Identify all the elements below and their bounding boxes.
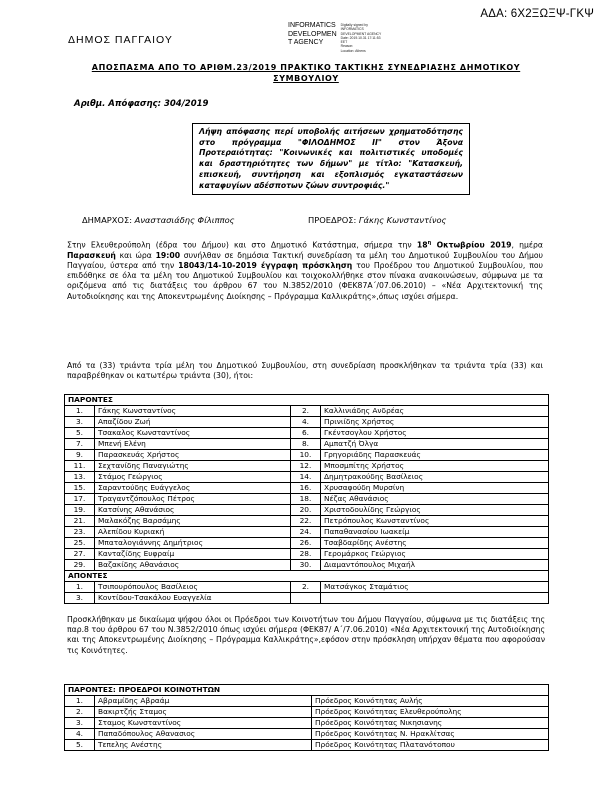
meeting-month: Οκτωβρίου 2019 [431,240,512,250]
mayor-name: Αναστασιάδης Φίλιππος [134,215,235,225]
community-presidents-table [64,684,549,751]
member-name: Γερομάρκος Γεώργιος [321,549,549,560]
member-name: Βακιρτζής Σταμος [95,707,312,718]
day-suffix: η [427,240,432,246]
member-name: Μπενή Ελένη [95,439,291,450]
member-name: Αλεπίδου Κυριακή [95,527,291,538]
table-row [65,439,549,450]
row-number: 2. [291,582,321,593]
member-name: Βαζακίδης Αθανάσιος [95,560,291,571]
member-name: Μποσμπίτης Χρήστος [321,461,549,472]
table-row [65,406,549,417]
member-name: Χρυσαφούδη Μυρσίνη [321,483,549,494]
member-name: Γρηγοριάδης Παρασκευάς [321,450,549,461]
row-number: 3. [65,718,95,729]
member-name: Παρασκευάς Χρήστος [95,450,291,461]
stamp-detail: INFORMATICS [340,27,364,32]
table-header: ΠΑΡΟΝΤΕΣ: ΠΡΟΕΔΡΟΙ ΚΟΙΝΟΤΗΤΩΝ [65,685,549,696]
stamp-line: DEVELOPMEN [288,30,337,38]
table-row [65,718,549,729]
row-number: 21. [65,516,95,527]
row-number: 13. [65,472,95,483]
member-name: Σταμος Κωνσταντίνος [95,718,312,729]
row-number: 1. [65,582,95,593]
row-number: 2. [291,406,321,417]
member-name: Τσακαλος Κωνσταντίνος [95,428,291,439]
table-row [65,472,549,483]
table-row [65,417,549,428]
stamp-detail: DEVELOPMENT AGENCY [340,31,382,36]
member-name: Διαμαντόπουλος Μιχαήλ [321,560,549,571]
member-name: Πρόεδρος Κοινότητας Ελευθερούπολης [312,707,549,718]
row-number: 25. [65,538,95,549]
stamp-agency-name [288,22,337,53]
row-number: 18. [291,494,321,505]
member-name: Πρόεδρος Κοινότητας Νικησιανης [312,718,549,729]
row-number: 3. [65,593,95,604]
table-row [65,549,549,560]
table-row [65,527,549,538]
member-name: Πρόεδρος Κοινότητας Αυλής [312,696,549,707]
table-header: ΠΑΡΟΝΤΕΣ [65,395,549,406]
table-row [65,461,549,472]
member-name: Νέζας Αθανάσιος [321,494,549,505]
member-name: Σαραντούδης Ευάγγελος [95,483,291,494]
row-number: 12. [291,461,321,472]
table-row [65,707,549,718]
chair-line [308,215,446,225]
row-number: 20. [291,505,321,516]
member-name: Ματσάγκος Σταμάτιος [321,582,549,593]
text-segment: του Προέδρου του Δημοτικού Συμβουλίου, που επιδόθηκε σε όλα τα μέλη του Δημοτικού Συμβουλίου και τοιχοκολλήθηκε στον πίνακα ανακοινώσεων, σύμφωνα με τα οριζόμενα από τις διατάξεις του άρθρου 67 του Ν.3852/2010 (ΦΕΚ87Α΄/07.06.2010) – «Νέα Αρχιτεκτονική της Αυτοδιοίκησης και της Αποκεντρωμένης Διοίκησης – Πρόγραμμα Καλλικράτης»,όπως ισχύει σήμερα. [67,260,543,301]
document-title: ΑΠΟΣΠΑΣΜΑ ΑΠΟ ΤΟ ΑΡΙΘΜ.23/2019 ΠΡΑΚΤΙΚΟ ΤΑΚΤΙΚΗΣ ΣΥΝΕΔΡΙΑΣΗΣ ΔΗΜΟΤΙΚΟΥ ΣΥΜΒΟΥΛΙΟΥ [91,63,521,83]
member-name: Αβραμίδης Αβραάμ [95,696,312,707]
text-segment: και ώρα [115,250,156,260]
table-header: ΑΠΟΝΤΕΣ [65,571,549,582]
member-name [321,593,549,604]
member-name: Μαλακόζης Βαρσάμης [95,516,291,527]
ada-code: ΑΔΑ: 6Χ2ΞΩΞΨ-ΓΚΨ [480,8,594,20]
member-name: Πρόεδρος Κοινότητας Πλατανότοπου [312,740,549,751]
member-name: Αμπατζή Όλγα [321,439,549,450]
row-number: 24. [291,527,321,538]
member-name: Κατσίνης Αθανάσιος [95,505,291,516]
row-number: 26. [291,538,321,549]
member-name: Γάκης Κωνσταντίνος [95,406,291,417]
presidents-paragraph: Προσκλήθηκαν με δικαίωμα ψήφου όλοι οι Πρόεδροι των Κοινοτήτων του Δήμου Παγγαίου, σύμφωνα με τις διατάξεις της παρ.8 του άρθρου 67 του Ν.3852/2010 όπως ισχύει σήμερα (ΦΕΚ87/ Α΄/7.06.2010) «Νέα Αρχιτεκτονική της Αυτοδιοίκησης και της Αποκεντρωμένης Διοίκησης – Πρόγραμμα Καλλικράτης»,εφόσον στην πρόσκληση υπήρχαν θέματα που αφορούσαν τις Κοινότητες. [67,615,545,655]
row-number: 4. [291,417,321,428]
member-name: Καλλινιάδης Ανδρέας [321,406,549,417]
table-row [65,740,549,751]
table-row [65,494,549,505]
member-name: Γκέντσογλου Χρήστος [321,428,549,439]
table-row [65,582,549,593]
decision-number: Αριθμ. Απόφασης: 304/2019 [74,99,209,109]
table-row [65,560,549,571]
row-number [291,593,321,604]
stamp-line: INFORMATICS [288,22,336,29]
member-name: Κοντίδου-Τσακάλου Ευαγγελία [95,593,291,604]
member-name: Παπαδόπουλος Αθανασιος [95,729,312,740]
member-name: Δημητρακούδης Βασίλειος [321,472,549,483]
stamp-detail: EET [340,40,348,45]
row-number: 28. [291,549,321,560]
meeting-paragraph [67,238,543,302]
member-name: Τσαβδαρίδης Ανέστης [321,538,549,549]
row-number: 17. [65,494,95,505]
row-number: 1. [65,406,95,417]
table-row [65,593,549,604]
mayor-line [82,215,235,225]
table-row [65,516,549,527]
member-name: Πρόεδρος Κοινότητας Ν. Ηρακλίτσας [312,729,549,740]
row-number: 1. [65,696,95,707]
row-number: 10. [291,450,321,461]
row-number: 2. [65,707,95,718]
row-number: 27. [65,549,95,560]
text-segment: συνήλθαν σε δημόσια Τακτική συνεδρίαση τα μέλη του Δημοτικού Συμβουλίου του Δήμου Παγγαίου, ύστερα από την [67,250,543,270]
row-number: 15. [65,483,95,494]
row-number: 9. [65,450,95,461]
row-number: 11. [65,461,95,472]
member-name: Παπαθανασίου Ιωακείμ [321,527,549,538]
subject-box: Λήψη απόφασης περί υποβολής αιτήσεων χρηματοδότησης στο πρόγραμμα "ΦΙΛΟΔΗΜΟΣ ΙΙ" στον Άξονα Προτεραιότητας: "Κοινωνικές και πολιτιστικές υποδομές και δραστηριότητες των δήμων" με τίτλο: "Κατασκευή, επισκευή, συντήρηση και εξοπλισμός εγκαταστάσεων καταφυγίων αδέσποτων ζώων συντροφιάς." [192,123,470,195]
stamp-line: T AGENCY [288,39,324,46]
chair-name: Γάκης Κωνσταντίνος [358,215,447,225]
member-name: Απαζίδου Ζωή [95,417,291,428]
stamp-detail: Reason: [340,44,354,49]
text-segment: , ημέρα [511,240,543,250]
stamp-detail: Location: Athens [340,48,366,53]
attendance-paragraph: Από τα (33) τριάντα τρία μέλη του Δημοτικού Συμβουλίου, στη συνεδρίαση προσκλήθηκαν τα τριάντα τρία (33) και παραβρέθηκαν οι κατωτέρω τριάντα (30), ήτοι: [67,361,543,381]
stamp-signature-details [341,23,382,53]
table-row [65,450,549,461]
table-row [65,729,549,740]
member-name: Πετρόπουλος Κωνσταντίνος [321,516,549,527]
mayor-label: ΔΗΜΑΡΧΟΣ: [82,215,133,225]
table-row [65,538,549,549]
table-row [65,428,549,439]
meeting-day: 18 [416,240,428,250]
member-name: Κανταζίδης Ευφραίμ [95,549,291,560]
table-row [65,696,549,707]
invitation-ref: 18043/14-10-2019 έγγραφη πρόσκληση [178,260,353,270]
member-name: Πρινιίδης Χρήστος [321,417,549,428]
row-number: 5. [65,428,95,439]
chair-label: ΠΡΟΕΔΡΟΣ: [308,215,357,225]
member-name: Τεπελης Ανέστης [95,740,312,751]
municipality-name: ΔΗΜΟΣ ΠΑΓΓΑΙΟΥ [68,34,173,46]
stamp-detail: Digitally signed by [340,23,368,27]
text-segment: Στην Ελευθερούπολη (έδρα του Δήμου) και στο Δημοτικό Κατάστημα, σήμερα την [67,240,417,250]
row-number: 6. [291,428,321,439]
row-number: 30. [291,560,321,571]
member-name: Σεχτανίδης Παναγιώτης [95,461,291,472]
table-row [65,505,549,516]
member-name: Τσιπουρόπουλος Βασίλειος [95,582,291,593]
meeting-time: 19:00 [155,250,181,260]
present-members-table [64,394,549,571]
row-number: 23. [65,527,95,538]
member-name: Τραγαντζόπουλος Πέτρος [95,494,291,505]
row-number: 19. [65,505,95,516]
row-number: 3. [65,417,95,428]
table-row [65,483,549,494]
row-number: 29. [65,560,95,571]
row-number: 16. [291,483,321,494]
member-name: Μπαταλογιάννης Δημήτριος [95,538,291,549]
meeting-weekday: Παρασκευή [67,250,116,260]
member-name: Στάμος Γεώργιος [95,472,291,483]
absent-members-table [64,570,549,604]
row-number: 8. [291,439,321,450]
row-number: 14. [291,472,321,483]
digital-signature-stamp [288,22,381,53]
stamp-detail: Date: 2019.10.31 17:11:53 [340,35,381,40]
row-number: 22. [291,516,321,527]
row-number: 5. [65,740,95,751]
row-number: 4. [65,729,95,740]
row-number: 7. [65,439,95,450]
member-name: Χριστοδουλίδης Γεώργιος [321,505,549,516]
